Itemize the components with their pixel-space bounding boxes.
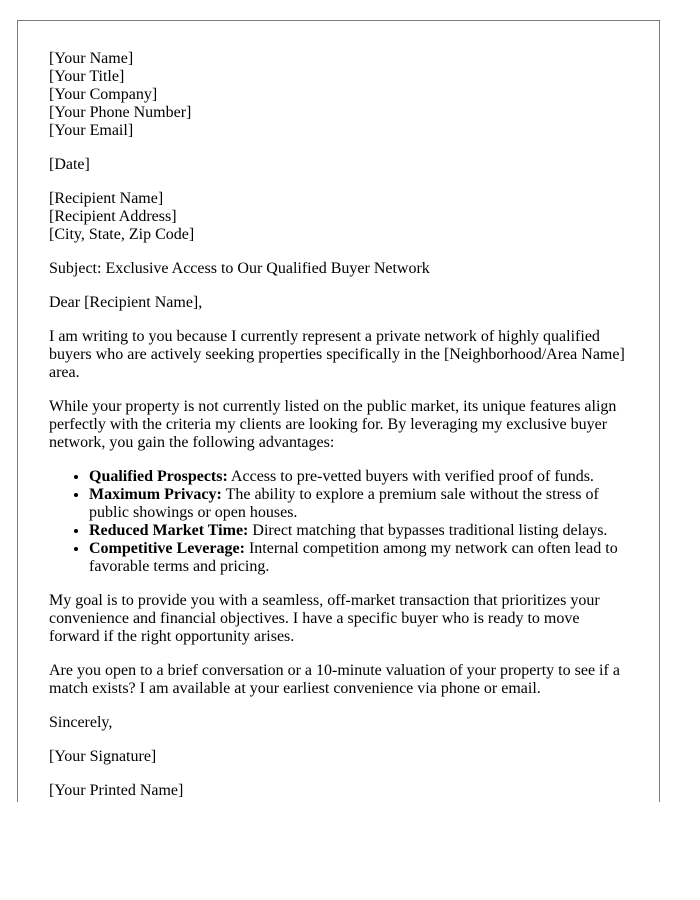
advantage-text: Direct matching that bypasses traditional listing delays.: [248, 522, 608, 539]
pitch-paragraph: While your property is not currently listed on the public market, its unique features align perfectly with the criteria my clients are looking for. By leveraging my exclusive buyer network, you gain the following advantages:: [49, 398, 617, 451]
printed-name: [Your Printed Name]: [49, 782, 184, 799]
intro-paragraph: I am writing to you because I currently represent a private network of highly qualified buyers who are actively seeking properties specifically in the [Neighborhood/Area Name] area.: [49, 328, 625, 381]
advantage-label: Reduced Market Time:: [89, 522, 249, 539]
advantage-text: Internal competition among my network can often lead to favorable terms and pricing.: [89, 540, 618, 575]
letter-page: [17, 20, 660, 802]
recipient-name: [Recipient Name]: [49, 190, 164, 207]
advantage-label: Maximum Privacy:: [89, 486, 222, 503]
advantage-text: Access to pre-vetted buyers with verified proof of funds.: [227, 468, 594, 485]
call-to-action-paragraph: Are you open to a brief conversation or a 10-minute valuation of your property to see if a match exists? I am available at your earliest convenience via phone or email.: [49, 662, 620, 697]
sender-phone: [Your Phone Number]: [49, 104, 192, 121]
list-item: [89, 468, 634, 486]
advantage-label: Competitive Leverage:: [89, 540, 245, 557]
goal-paragraph: My goal is to provide you with a seamless, off-market transaction that prioritizes your convenience and financial objectives. I have a specific buyer who is ready to move forward if the right opportunity arises.: [49, 592, 600, 645]
recipient-address: [Recipient Address]: [49, 208, 177, 225]
advantage-text: The ability to explore a premium sale without the stress of public showings or open houses.: [89, 486, 599, 521]
list-item: [89, 540, 634, 576]
sender-block: [49, 50, 634, 140]
advantages-list: [49, 468, 634, 576]
recipient-block: [49, 190, 634, 244]
signature-placeholder: [Your Signature]: [49, 748, 157, 765]
letter-body: [49, 50, 634, 802]
salutation: Dear [Recipient Name],: [49, 294, 203, 311]
letter-date: [Date]: [49, 156, 90, 173]
sender-title: [Your Title]: [49, 68, 125, 85]
sender-company: [Your Company]: [49, 86, 158, 103]
closing: Sincerely,: [49, 714, 113, 731]
sender-name: [Your Name]: [49, 50, 134, 67]
list-item: [89, 486, 634, 522]
date-block: [49, 156, 634, 174]
recipient-city-state-zip: [City, State, Zip Code]: [49, 226, 195, 243]
list-item: [89, 522, 634, 540]
sender-email: [Your Email]: [49, 122, 134, 139]
subject-line: Subject: Exclusive Access to Our Qualified Buyer Network: [49, 260, 430, 277]
advantage-label: Qualified Prospects:: [89, 468, 228, 485]
